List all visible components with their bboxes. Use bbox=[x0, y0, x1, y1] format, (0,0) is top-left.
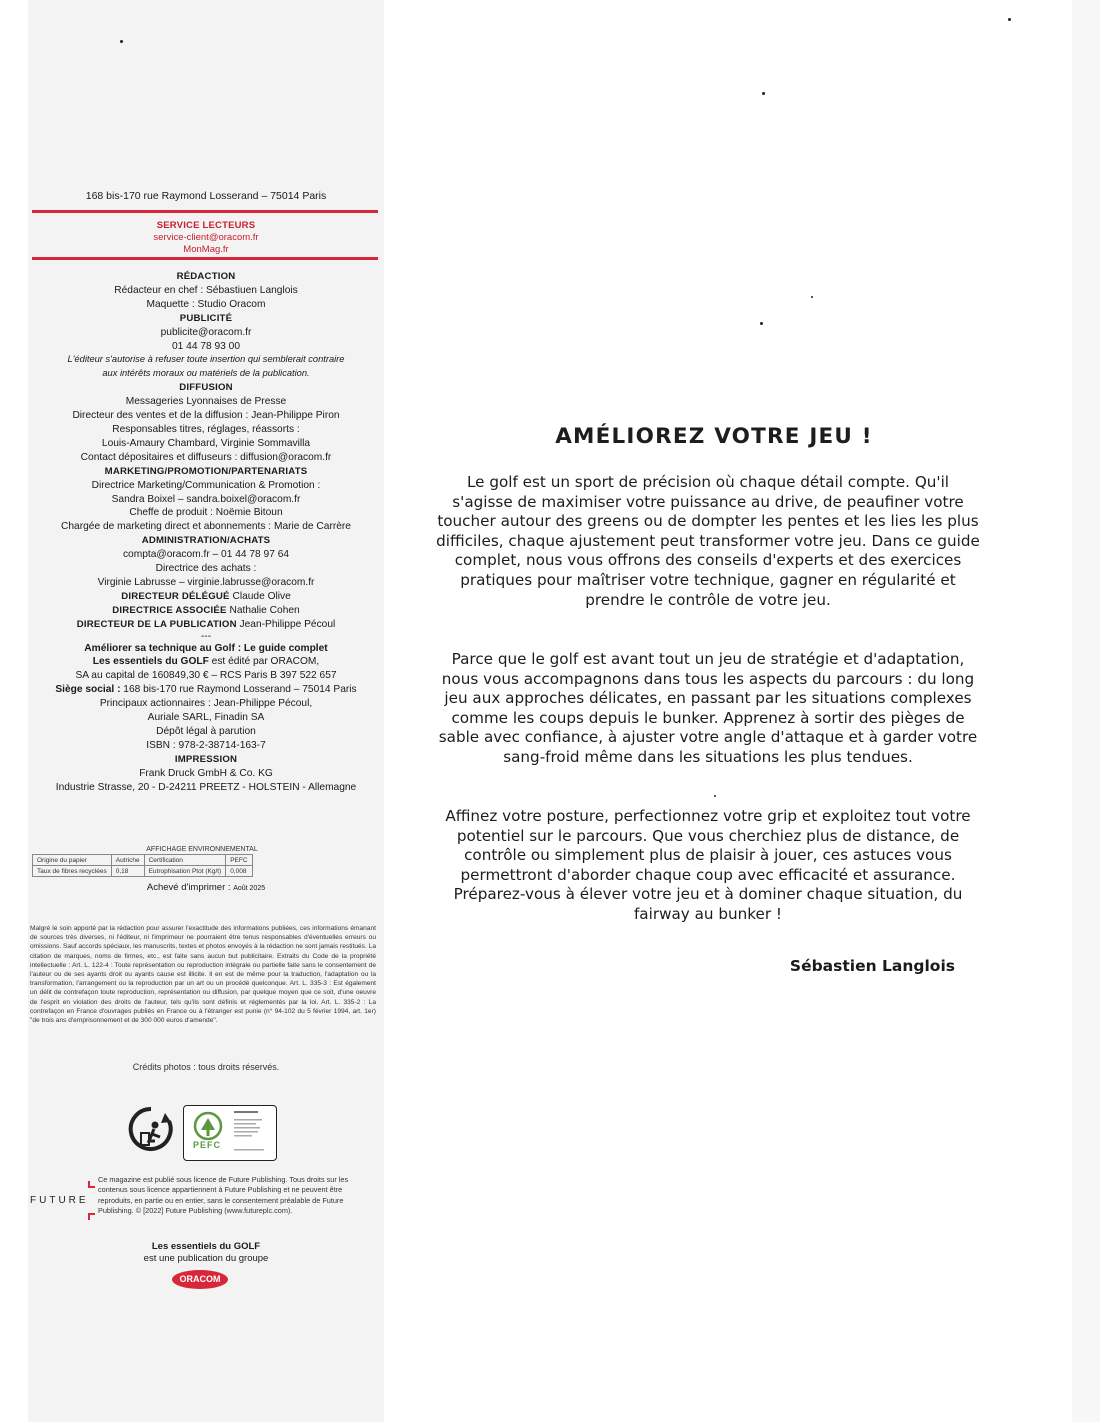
masthead-credits bbox=[28, 270, 384, 795]
publisher-address: 168 bis-170 rue Raymond Losserand – 75014 Paris bbox=[85, 190, 327, 202]
diff-line: Messageries Lyonnaises de Presse bbox=[125, 396, 287, 408]
pub-note: aux intérêts moraux ou matériels de la publication. bbox=[102, 368, 310, 379]
env-cell: Taux de fibres recyclées bbox=[33, 866, 112, 877]
print-speck bbox=[762, 92, 765, 95]
depot-legal: Dépôt légal à parution bbox=[156, 726, 256, 737]
siege-label: Siège social : bbox=[55, 684, 121, 696]
mkt-line: Directrice Marketing/Communication & Promotion : bbox=[91, 479, 321, 491]
brand-group-line: est une publication du groupe bbox=[143, 1253, 269, 1264]
separator: --- bbox=[200, 630, 212, 642]
print-date bbox=[28, 882, 384, 893]
da-name: Nathalie Cohen bbox=[229, 604, 300, 616]
dd-name: Claude Olive bbox=[232, 590, 291, 602]
mkt-line: Chargée de marketing direct et abonnements : Marie de Carrère bbox=[61, 521, 351, 533]
publication-title: Améliorer sa technique au Golf : Le guide complet bbox=[84, 642, 328, 654]
acheve-date: Août 2025 bbox=[233, 885, 266, 892]
pub-phone: 01 44 78 93 00 bbox=[172, 340, 240, 352]
group-brand bbox=[28, 1241, 384, 1265]
environment-grid bbox=[32, 854, 253, 877]
printer-address: Industrie Strasse, 20 - D-24211 PREETZ - HOLSTEIN - Allemagne bbox=[55, 781, 357, 793]
pub-note: L'éditeur s'autorise à refuser toute insertion qui semblerait contraire bbox=[67, 354, 345, 365]
siege-address: 168 bis-170 rue Raymond Losserand – 75014 Paris bbox=[120, 684, 357, 696]
future-license: Ce magazine est publié sous licence de Future Publishing. Tous droits sur les contenus sous licence appartiennent à Future Publishing et ne peuvent être reproduits, en partie ou en entier, sans le consentement préalable de Future Publishing. © [2022] Future Publishing (www.futureplc.com). bbox=[98, 1175, 349, 1216]
print-speck bbox=[760, 322, 763, 325]
da-label: DIRECTRICE ASSOCIÉE bbox=[112, 604, 227, 616]
photo-credits: Crédits photos : tous droits réservés. bbox=[132, 1062, 280, 1072]
dd-label: DIRECTEUR DÉLÉGUÉ bbox=[121, 590, 230, 602]
env-cell: Autriche bbox=[111, 855, 144, 866]
diff-line: Contact dépositaires et diffuseurs : diffusion@oracom.fr bbox=[80, 451, 332, 463]
env-cell: Certification bbox=[144, 855, 226, 866]
redaction-layout: Maquette : Studio Oracom bbox=[146, 298, 266, 310]
admin-line: compta@oracom.fr – 01 44 78 97 64 bbox=[122, 549, 290, 561]
red-divider bbox=[32, 257, 378, 260]
page-edge bbox=[1072, 0, 1100, 1422]
print-speck bbox=[1008, 18, 1011, 21]
series-publisher: est édité par ORACOM, bbox=[208, 656, 320, 668]
env-cell: Origine du papier bbox=[33, 855, 112, 866]
env-cell: Eutrophisation Ptot (Kg/t) bbox=[144, 866, 226, 877]
red-corner-mark bbox=[88, 1213, 95, 1220]
env-cell: 0,008 bbox=[226, 866, 252, 877]
shareholders: Auriale SARL, Finadin SA bbox=[147, 712, 265, 724]
article-paragraph: Parce que le golf est avant tout un jeu de stratégie et d'adaptation, nous vous accompagnons dans tous les aspects du parcours : du long jeu aux approches délicates, en passant par les situations complexes comme les coups depuis le bunker. Apprenez à sortir des pièges de sable avec confiance, à ajuster votre angle d'attaque et à garder votre sang-froid même dans les situations les plus tendues. bbox=[438, 650, 978, 766]
env-cell: 0,18 bbox=[111, 866, 144, 877]
mkt-title: MARKETING/PROMOTION/PARTENARIATS bbox=[104, 465, 308, 477]
article-paragraph: Le golf est un sport de précision où chaque détail compte. Qu'il s'agisse de maximiser votre puissance au drive, de peaufiner votre toucher autour des greens ou de dompter les pentes et les lies les plus difficiles, chaque ajustement peut transformer votre jeu. Dans ce guide complet, nous vous offrons des conseils d'experts et des exercices pratiques pour maîtriser votre technique, gagner en régularité et prendre le contrôle de votre jeu. bbox=[436, 473, 980, 609]
printer: Frank Druck GmbH & Co. KG bbox=[139, 767, 273, 779]
article-paragraph: Affinez votre posture, perfectionnez votre grip et exploitez tout votre potentiel sur le parcours. Que vous cherchiez plus de distance, de contrôle ou simplement plus de plaisir à jouer, ces astuces vous permettront d'aborder chaque coup avec efficacité et assurance. Préparez-vous à élever votre jeu et à dominer chaque situation, du fairway au bunker ! bbox=[445, 807, 971, 923]
series-line bbox=[28, 655, 384, 669]
article-title: AMÉLIOREZ VOTRE JEU ! bbox=[555, 424, 873, 449]
print-speck bbox=[811, 296, 813, 298]
shareholders: Principaux actionnaires : Jean-Philippe Pécoul, bbox=[99, 698, 313, 710]
siege-line bbox=[28, 683, 384, 697]
series-name: Les essentiels du GOLF bbox=[92, 656, 209, 668]
mkt-line: Cheffe de produit : Noëmie Bitoun bbox=[129, 507, 283, 519]
redaction-chief: Rédacteur en chef : Sébastiuen Langlois bbox=[114, 284, 298, 296]
mkt-line: Sandra Boixel – sandra.boixel@oracom.fr bbox=[111, 493, 301, 505]
diff-line: Responsables titres, réglages, réassorts : bbox=[112, 423, 300, 435]
recycle-icon bbox=[125, 1103, 177, 1159]
service-email: service-client@oracom.fr bbox=[153, 232, 259, 243]
diff-title: DIFFUSION bbox=[179, 382, 233, 394]
reader-service bbox=[28, 220, 384, 256]
admin-line: Directrice des achats : bbox=[155, 563, 257, 575]
author-signature: Sébastien Langlois bbox=[789, 957, 955, 975]
diff-line: Louis-Amaury Chambard, Virginie Sommavilla bbox=[101, 437, 311, 449]
redaction-title: RÉDACTION bbox=[176, 271, 236, 282]
print-speck bbox=[120, 40, 123, 43]
directrice-associee bbox=[28, 604, 384, 618]
future-logo: FUTURE bbox=[30, 1195, 89, 1206]
admin-line: Virginie Labrusse – virginie.labrusse@oracom.fr bbox=[97, 576, 315, 588]
pefc-label bbox=[183, 1105, 277, 1161]
environment-caption: AFFICHAGE ENVIRONNEMENTAL bbox=[146, 846, 258, 853]
pefc-text-block bbox=[234, 1111, 270, 1155]
diff-line: Directeur des ventes et de la diffusion : Jean-Philippe Piron bbox=[72, 410, 340, 422]
legal-notice: Malgré le soin apporté par la rédaction pour assurer l'exactitude des informations publiées, ces informations émanant de sources très diverses, ni l'éditeur, ni l'imprimeur ne pourraient être tenus responsables d'éventuelles erreurs ou omissions. Sauf accords spéciaux, les manuscrits, textes et photos envoyés à la rédaction ne sont jamais restitués. La citation de marques, noms de firmes, etc., est faite sans aucun but publicitaire. Extraits du Code de la propriété intellectuelle : Art. L. 122-4 : Toute représentation ou reproduction intégrale ou partielle faite sans le consentement de l'auteur ou de ses ayants droit ou ayants cause est illicite. Il en est de même pour la traduction, l'adaptation ou la transformation, l'arrangement ou la reproduction par un art ou un procédé quelconque. Art. L. 335-3 : Est également un délit de contrefaçon toute reproduction, représentation ou diffusion, par quelque moyen que ce soit, d'une oeuvre de l'esprit en violation des droits de l'auteur, tels qu'ils sont définis et réglementés par la loi. Art. L. 335-2 : La contrefaçon en France d'ouvrages publiés en France ou à l'étranger est punie (n° 94-102 du 5 février 1994, art. 1er) "de trois ans d'emprisonnement et de 300 000 euros d'amende". bbox=[30, 925, 376, 1025]
pub-email: publicite@oracom.fr bbox=[160, 326, 252, 338]
oracom-logo: ORACOM bbox=[172, 1270, 228, 1289]
service-title: SERVICE LECTEURS bbox=[156, 220, 256, 231]
red-divider bbox=[32, 210, 378, 213]
env-cell: PEFC bbox=[226, 855, 252, 866]
admin-title: ADMINISTRATION/ACHATS bbox=[141, 535, 271, 547]
eco-logos bbox=[125, 1103, 275, 1161]
acheve-label: Achevé d'imprimer : bbox=[146, 882, 231, 893]
dp-label: DIRECTEUR DE LA PUBLICATION bbox=[76, 618, 237, 630]
print-title: IMPRESSION bbox=[174, 753, 238, 765]
isbn: ISBN : 978-2-38714-163-7 bbox=[146, 739, 266, 751]
brand-name: Les essentiels du GOLF bbox=[151, 1241, 261, 1252]
print-speck bbox=[714, 795, 716, 797]
red-corner-mark bbox=[88, 1181, 95, 1188]
directeur-delegue bbox=[28, 590, 384, 604]
directeur-publication bbox=[28, 618, 384, 632]
environment-table bbox=[32, 846, 348, 877]
service-site: MonMag.fr bbox=[183, 244, 229, 255]
capital-line: SA au capital de 160849,30 € – RCS Paris B 397 522 657 bbox=[75, 670, 337, 682]
dp-name: Jean-Philippe Pécoul bbox=[239, 618, 336, 630]
pefc-text: PEFC bbox=[193, 1140, 222, 1150]
pub-title: PUBLICITÉ bbox=[179, 312, 233, 324]
